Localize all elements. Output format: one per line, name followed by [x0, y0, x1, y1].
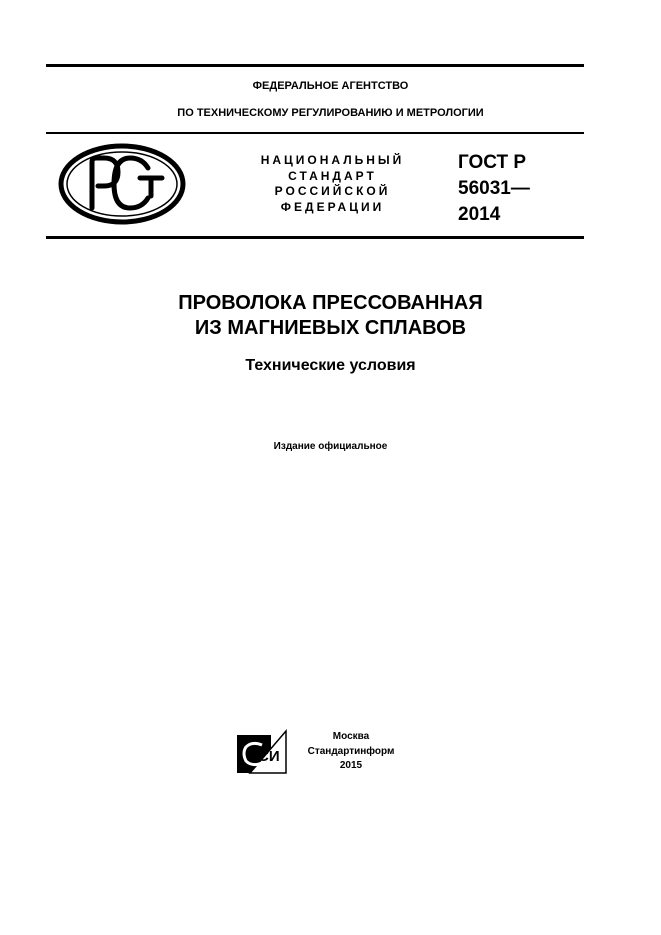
standard-number-line-2: 56031— — [458, 178, 530, 199]
rst-logo-text: РСТ — [58, 142, 60, 143]
standard-number — [458, 150, 530, 228]
publisher-block — [290, 730, 412, 774]
header-bottom-rule — [46, 236, 584, 239]
national-standard-line-1: НАЦИОНАЛЬНЫЙ — [260, 153, 405, 167]
document-subtitle: Технические условия — [245, 357, 416, 374]
header-rule — [46, 132, 584, 134]
publisher-logo — [236, 729, 288, 780]
standard-number-line-3: 2014 — [458, 204, 501, 225]
standartinform-logo-icon — [236, 729, 288, 775]
publisher-logo-text: СИ — [258, 748, 280, 765]
document-title-line-2: ИЗ МАГНИЕВЫХ СПЛАВОВ — [194, 317, 467, 339]
document-title — [0, 291, 661, 341]
rst-logo — [58, 142, 186, 231]
publisher-city: Москва — [332, 731, 370, 742]
agency-line-1: ФЕДЕРАЛЬНОЕ АГЕНТСТВО — [252, 80, 409, 92]
document-title-line-1: ПРОВОЛОКА ПРЕССОВАННАЯ — [178, 292, 483, 314]
top-rule — [46, 64, 584, 67]
edition-label: Издание официальное — [273, 441, 388, 452]
rst-certification-mark-icon — [58, 142, 186, 226]
publication-year: 2015 — [339, 760, 363, 771]
national-standard-block — [250, 153, 415, 215]
national-standard-line-4: ФЕДЕРАЦИИ — [280, 199, 385, 214]
standard-number-line-1: ГОСТ Р — [458, 152, 527, 173]
publisher-name: Стандартинформ — [307, 745, 395, 757]
national-standard-line-3: РОССИЙСКОЙ — [274, 184, 391, 198]
national-standard-line-2: СТАНДАРТ — [288, 168, 377, 183]
agency-line-2: ПО ТЕХНИЧЕСКОМУ РЕГУЛИРОВАНИЮ И МЕТРОЛОГИИ — [177, 107, 484, 119]
